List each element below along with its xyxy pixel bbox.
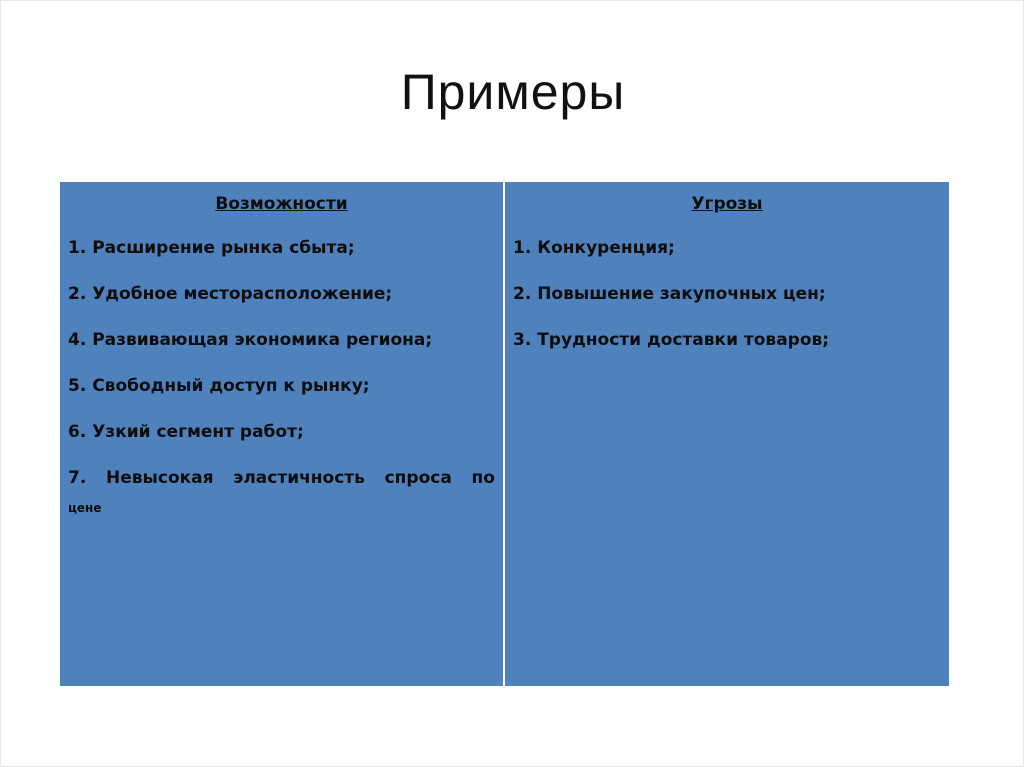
opportunity-item: 5. Свободный доступ к рынку; [68,376,370,396]
word: спроса [384,468,452,488]
word: по [471,468,495,488]
opportunity-item: 6. Узкий сегмент работ; [68,422,304,442]
threats-header: Угрозы [691,194,763,214]
threat-item: 3. Трудности доставки товаров; [513,330,830,350]
slide-title: Примеры [400,64,626,120]
threats-column [505,182,949,686]
opportunity-item-tail: цене [68,501,102,515]
opportunity-item-last [68,466,495,490]
opportunities-header: Возможности [215,194,348,214]
opportunity-item: 4. Развивающая экономика региона; [68,330,433,350]
word: Невысокая [106,468,214,488]
opportunity-item: 1. Расширение рынка сбыта; [68,238,355,258]
threat-item: 1. Конкуренция; [513,238,675,258]
swot-table [60,182,949,686]
word: 7. [68,468,87,488]
opportunity-item: 2. Удобное месторасположение; [68,284,393,304]
opportunities-column [60,182,503,686]
word: эластичность [233,468,365,488]
threat-item: 2. Повышение закупочных цен; [513,284,826,304]
